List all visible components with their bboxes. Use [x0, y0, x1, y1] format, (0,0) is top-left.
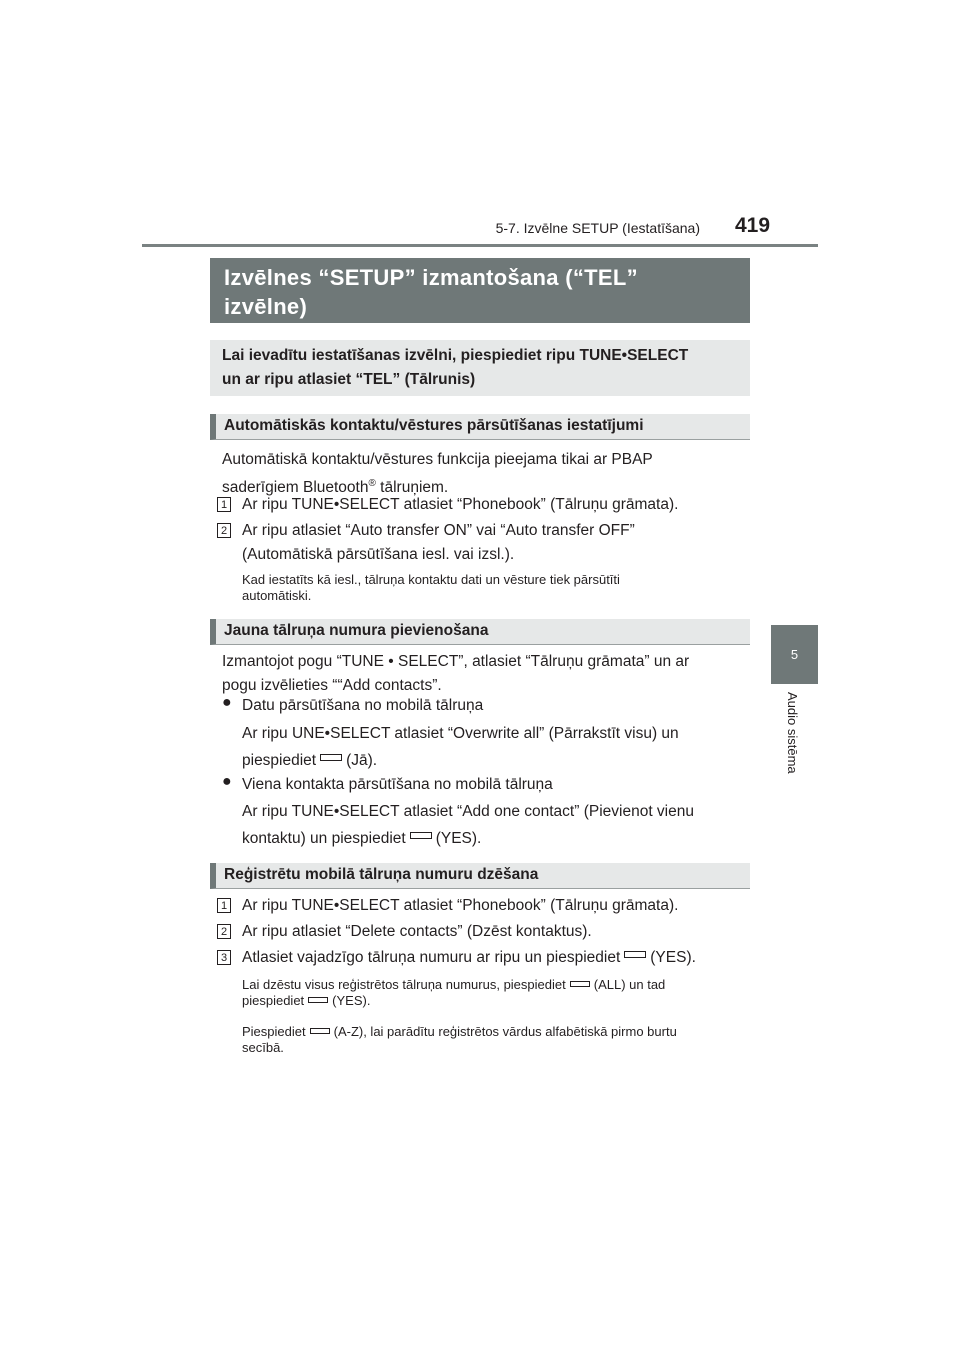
section-heading-text: Automātiskās kontaktu/vēstures pārsūtīšanas iestatījumi [224, 417, 644, 434]
chapter-label-text: Audio sistēma [785, 692, 800, 774]
bullet-line: Ar ripu UNE•SELECT atlasiet “Overwrite all” (Pārrakstīt visu) un [242, 725, 679, 742]
button-icon [570, 981, 590, 987]
step-number-badge: 2 [217, 523, 231, 538]
intro-line-2: un ar ripu atlasiet “TEL” (Tālrunis) [222, 371, 476, 388]
bullet-line-text: piespiediet [242, 752, 317, 769]
note-line: (ALL) un tad [593, 977, 666, 992]
bullet-line [242, 749, 746, 773]
button-icon [624, 951, 646, 958]
section-heading-delete-numbers [210, 863, 750, 889]
note-line: Piespiediet [242, 1024, 306, 1039]
registered-mark: ® [368, 478, 376, 489]
step-text-part: Atlasiet vajadzīgo tālruņa numuru ar ripu un piespiediet [242, 949, 621, 966]
bullet-icon: ● [222, 694, 232, 711]
step-number-badge: 1 [217, 898, 231, 913]
step-text-line: (Automātiskā pārsūtīšana iesl. vai izsl.). [242, 546, 515, 563]
running-header-section: 5-7. Izvēlne SETUP (Iestatīšana) [495, 220, 700, 236]
paragraph-line: Izmantojot pogu “TUNE • SELECT”, atlasiet “Tālruņu grāmata” un ar [222, 653, 690, 670]
button-icon [310, 1028, 330, 1034]
bullet-title: Viena kontakta pārsūtīšana no mobilā tālruņa [242, 776, 553, 793]
header-divider [142, 244, 818, 247]
button-icon [410, 832, 432, 839]
paragraph-line: tālruņiem. [375, 479, 449, 497]
bullet-line-text: (YES). [435, 830, 482, 847]
title-line-1: Izvēlnes “SETUP” izmantošana (“TEL” [224, 265, 638, 290]
section2-paragraph [222, 650, 746, 698]
bullet-line [242, 827, 746, 851]
note-line: automātiski. [242, 588, 312, 603]
section-heading-text: Reģistrētu mobilā tālruņa numuru dzēšana [224, 866, 539, 883]
chapter-tab: 5 [771, 625, 818, 684]
step-text [242, 519, 746, 567]
note-line: Kad iestatīts kā iesl., tālruņa kontaktu dati un vēsture tiek pārsūtīti [242, 572, 620, 587]
section-heading-add-number [210, 619, 750, 645]
note-text [242, 977, 746, 1009]
step-number-badge: 2 [217, 924, 231, 939]
bullet-line-text: (Jā). [346, 752, 378, 769]
page-number: 419 [735, 214, 771, 237]
note-line: Lai dzēstu visus reģistrētos tālruņa numurus, piespiediet [242, 977, 566, 992]
bullet-icon: ● [222, 773, 232, 790]
section-heading-auto-transfer [210, 414, 750, 440]
paragraph-line: saderīgiem Bluetooth [222, 479, 369, 497]
note-line: piespiediet [242, 993, 305, 1008]
button-icon [308, 997, 328, 1003]
step-text: Ar ripu TUNE•SELECT atlasiet “Phonebook” (Tālruņu grāmata). [242, 897, 679, 914]
paragraph-line: pogu izvēlieties ““Add contacts”. [222, 677, 442, 694]
paragraph-line: Automātiskā kontaktu/vēstures funkcija pieejama tikai ar PBAP [222, 451, 653, 468]
bullet-line: Ar ripu TUNE•SELECT atlasiet “Add one contact” (Pievienot vienu [242, 803, 694, 820]
chapter-label [786, 692, 804, 792]
bullet-title: Datu pārsūtīšana no mobilā tālruņa [242, 697, 484, 714]
note-line: (A-Z), lai parādītu reģistrētos vārdus alfabētiskā pirmo burtu [333, 1024, 677, 1039]
note-text [242, 572, 746, 604]
step-text: Ar ripu atlasiet “Delete contacts” (Dzēst kontaktus). [242, 923, 592, 940]
step-text-line: Ar ripu atlasiet “Auto transfer ON” vai “Auto transfer OFF” [242, 522, 635, 539]
step-number-badge: 1 [217, 497, 231, 512]
page-title [210, 258, 750, 323]
intro-line-1: Lai ievadītu iestatīšanas izvēlni, piespiediet ripu TUNE•SELECT [222, 347, 689, 364]
title-line-2: izvēlne) [224, 294, 308, 319]
step-text [242, 946, 746, 970]
note-line: (YES). [332, 993, 371, 1008]
step-text-part: (YES). [650, 949, 696, 966]
step-text: Ar ripu TUNE•SELECT atlasiet “Phonebook” (Tālruņu grāmata). [242, 496, 679, 513]
note-text [242, 1024, 746, 1056]
intro-box [210, 340, 750, 396]
button-icon [320, 754, 342, 761]
section-heading-text: Jauna tālruņa numura pievienošana [224, 622, 489, 639]
bullet-line-text: kontaktu) un piespiediet [242, 830, 406, 847]
note-line: secībā. [242, 1040, 284, 1055]
step-number-badge: 3 [217, 950, 231, 965]
